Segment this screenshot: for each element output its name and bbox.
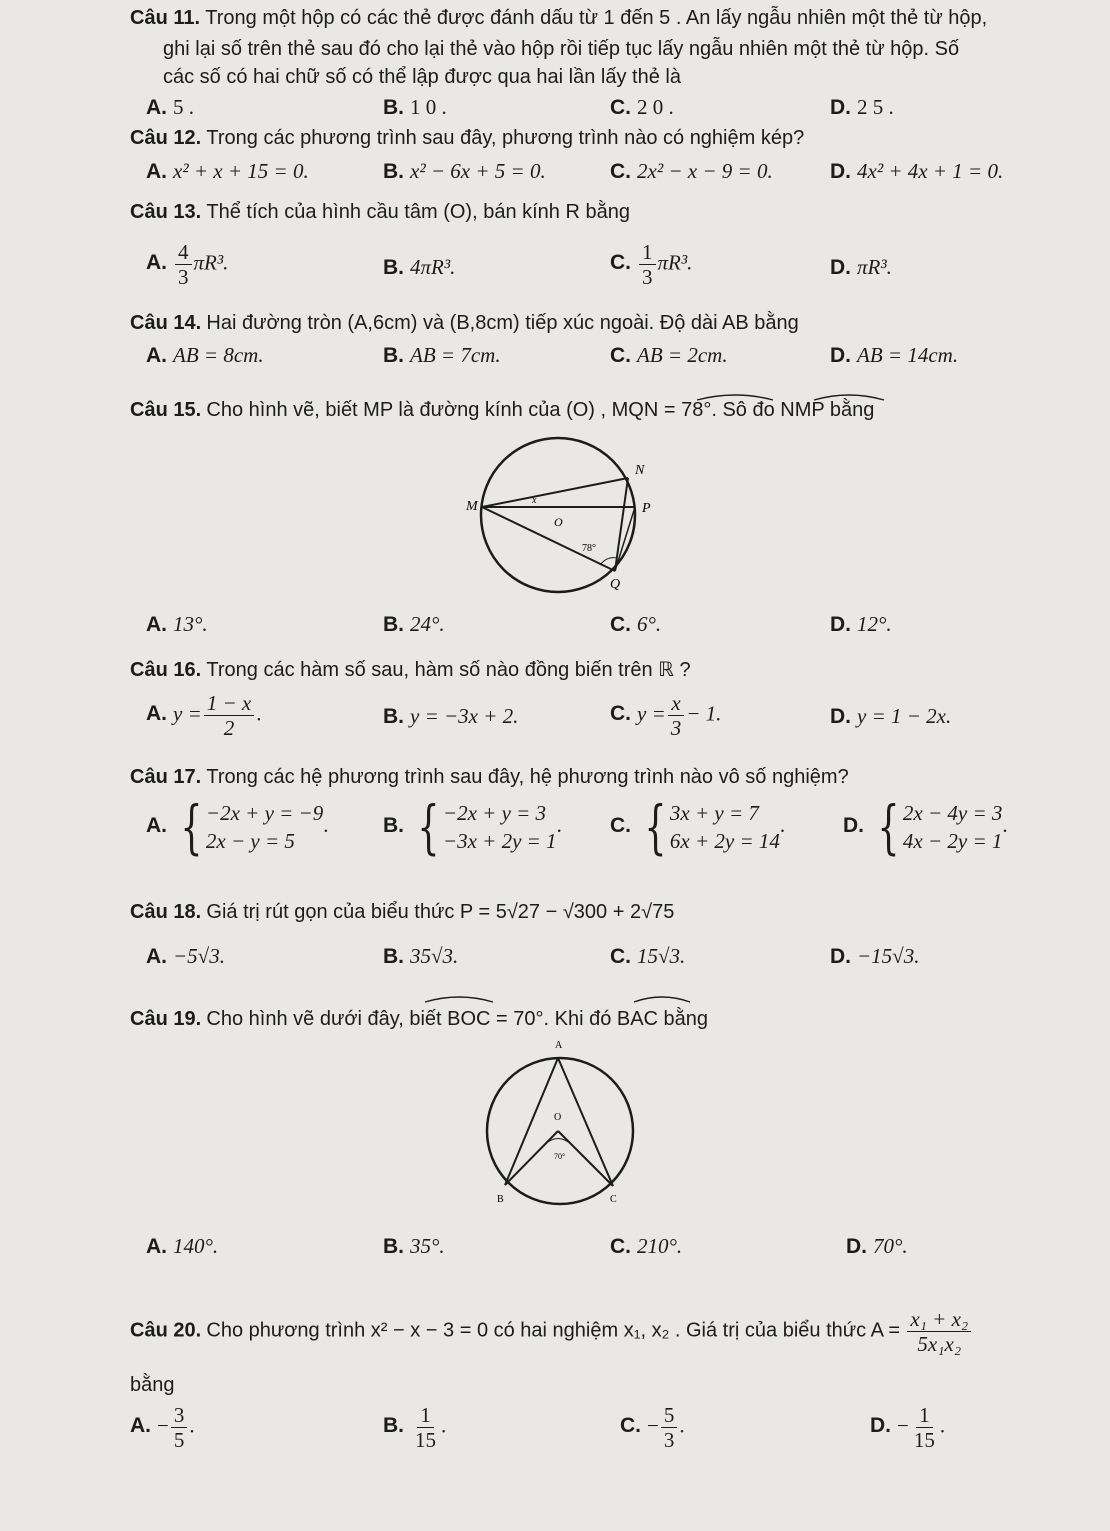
q20-option-a[interactable]: A. − $\frac{3}{5}$ .: [130, 1403, 195, 1452]
question-16-stem: Câu 16. Trong các hàm số sau, hàm số nào đồng biến trên ℝ ?: [130, 659, 691, 681]
question-11-line-2: ghi lại số trên thẻ sau đó cho lại thẻ vào hộp rồi tiếp tục lấy ngẫu nhiên một thẻ từ hộp. Số: [163, 38, 960, 60]
q19-chord-ab: [505, 1058, 558, 1185]
q15-angle-arc: [600, 558, 617, 565]
q19-chord-ac: [558, 1058, 613, 1186]
q15-label-x: x: [532, 495, 537, 506]
q12-option-d[interactable]: D. 4x² + 4x + 1 = 0.: [830, 159, 1004, 183]
question-15-stem: Câu 15. Cho hình vẽ, biết MP là đường kính của (O) , MQN = 78°. Sô đo NMP bằng: [130, 399, 875, 421]
q18-option-d[interactable]: D. −15√3.: [830, 944, 920, 968]
q11-option-b[interactable]: B. 1 0 .: [383, 95, 447, 119]
q15-label-p: P: [642, 501, 651, 516]
q11-option-c[interactable]: C. 2 0 .: [610, 95, 674, 119]
q20-option-b[interactable]: B. $\frac{1}{15}$ .: [383, 1403, 447, 1452]
q18-option-a[interactable]: A. −5√3.: [146, 944, 225, 968]
q15-chord-mq: [482, 507, 615, 571]
q19-label-o: O: [554, 1112, 562, 1123]
q18-option-c[interactable]: C. 15√3.: [610, 944, 686, 968]
q19-arc-marks: [0, 990, 1110, 1020]
q16-option-b[interactable]: B. y = −3x + 2.: [383, 704, 519, 728]
q13-option-d[interactable]: D. πR³.: [830, 255, 892, 279]
question-13-stem: Câu 13. Thể tích của hình cầu tâm (O), bán kính R bằng: [130, 201, 630, 223]
q16-option-c[interactable]: C. y = $\frac{x}{3}$ − 1.: [610, 691, 722, 740]
q15-chord-mn: [482, 478, 628, 507]
question-20-stem: Câu 20. Cho phương trình x² − x − 3 = 0 có hai nghiệm x₁, x₂ . Giá trị của biểu thức A = $\frac{\text{x₁ + x₂}}{\text{5x₁x₂}}$: [130, 1307, 973, 1356]
question-18-stem: Câu 18. Giá trị rút gọn của biểu thức P = 5√27 − √300 + 2√75: [130, 901, 675, 923]
q17-option-c[interactable]: C. { 3x + y = 7 6x + 2y = 14 .: [610, 793, 786, 861]
q19-circle-figure: [470, 1036, 650, 1216]
q16-option-a[interactable]: A. y = $\frac{1 - x}{2}$ .: [146, 691, 262, 740]
q19-option-a[interactable]: A. 140°.: [146, 1234, 219, 1258]
question-14-stem: Câu 14. Hai đường tròn (A,6cm) và (B,8cm) tiếp xúc ngoài. Độ dài AB bằng: [130, 312, 799, 334]
question-12-stem: Câu 12. Trong các phương trình sau đây, phương trình nào có nghiệm kép?: [130, 127, 805, 149]
q19-option-b[interactable]: B. 35°.: [383, 1234, 445, 1258]
q15-label-q: Q: [610, 577, 621, 592]
q18-option-b[interactable]: B. 35√3.: [383, 944, 459, 968]
q15-arc-nmp-mark: [814, 395, 884, 400]
q14-option-d[interactable]: D. AB = 14cm.: [830, 343, 959, 367]
q13-option-a[interactable]: A. $\frac{4}{3}$ πR³.: [146, 240, 229, 289]
q20-expression-fraction: $\frac{\text{x₁ + x₂}}{\text{5x₁x₂}}$: [907, 1307, 971, 1356]
q20-option-d[interactable]: D. − $\frac{1}{15}$ .: [870, 1403, 946, 1452]
q19-option-d[interactable]: D. 70°.: [846, 1234, 908, 1258]
q19-label-b: B: [497, 1194, 504, 1205]
q15-circle-figure: [466, 430, 670, 600]
question-11-line-3: các số có hai chữ số có thể lập được qua hai lần lấy thẻ là: [163, 66, 681, 88]
q15-option-c[interactable]: C. 6°.: [610, 612, 662, 636]
q19-label-c: C: [610, 1194, 617, 1205]
q15-label-n: N: [635, 463, 645, 478]
q19-arc-boc-mark: [425, 997, 493, 1002]
q14-option-b[interactable]: B. AB = 7cm.: [383, 343, 501, 367]
q19-radius-ob: [505, 1131, 558, 1185]
q15-arc-marks: [0, 0, 1110, 420]
q15-option-d[interactable]: D. 12°.: [830, 612, 892, 636]
q15-option-b[interactable]: B. 24°.: [383, 612, 445, 636]
q19-option-c[interactable]: C. 210°.: [610, 1234, 683, 1258]
q12-option-a[interactable]: A. x² + x + 15 = 0.: [146, 159, 309, 183]
q14-option-a[interactable]: A. AB = 8cm.: [146, 343, 264, 367]
q19-arc-bac-mark: [634, 997, 690, 1002]
question-20-line-2: bằng: [130, 1374, 175, 1396]
q15-arc-mqn-mark: [697, 395, 773, 400]
q14-option-c[interactable]: C. AB = 2cm.: [610, 343, 728, 367]
question-19-stem: Câu 19. Cho hình vẽ dưới đây, biết BOC = 70°. Khi đó BAC bằng: [130, 1008, 709, 1030]
q17-option-b[interactable]: B. { −2x + y = 3 −3x + 2y = 1 .: [383, 793, 562, 861]
q12-option-b[interactable]: B. x² − 6x + 5 = 0.: [383, 159, 546, 183]
question-17-stem: Câu 17. Trong các hệ phương trình sau đây, hệ phương trình nào vô số nghiệm?: [130, 766, 849, 788]
q20-option-c[interactable]: C. − $\frac{5}{3}$ .: [620, 1403, 685, 1452]
q13-option-c[interactable]: C. $\frac{1}{3}$ πR³.: [610, 240, 693, 289]
q13-option-b[interactable]: B. 4πR³.: [383, 255, 456, 279]
q11-option-a[interactable]: A. 5 .: [146, 95, 194, 119]
q17-option-d[interactable]: D. { 2x − 4y = 3 4x − 2y = 1 .: [843, 793, 1008, 861]
q15-option-a[interactable]: A. 13°.: [146, 612, 208, 636]
q11-option-d[interactable]: D. 2 5 .: [830, 95, 894, 119]
q15-label-m: M: [466, 499, 478, 514]
q15-label-o: O: [554, 515, 563, 529]
q17-option-a[interactable]: A. { −2x + y = −9 2x − y = 5 .: [146, 793, 329, 861]
q19-angle-label: 70°: [554, 1152, 566, 1161]
question-11-line-1: Câu 11. Trong một hộp có các thẻ được đánh dấu từ 1 đến 5 . An lấy ngẫu nhiên một thẻ từ hộp,: [130, 7, 988, 29]
q16-option-d[interactable]: D. y = 1 − 2x.: [830, 704, 952, 728]
q19-radius-oc: [558, 1131, 613, 1186]
q19-label-a: A: [555, 1040, 563, 1051]
q12-option-c[interactable]: C. 2x² − x − 9 = 0.: [610, 159, 773, 183]
q15-angle-label: 78°: [582, 543, 596, 554]
